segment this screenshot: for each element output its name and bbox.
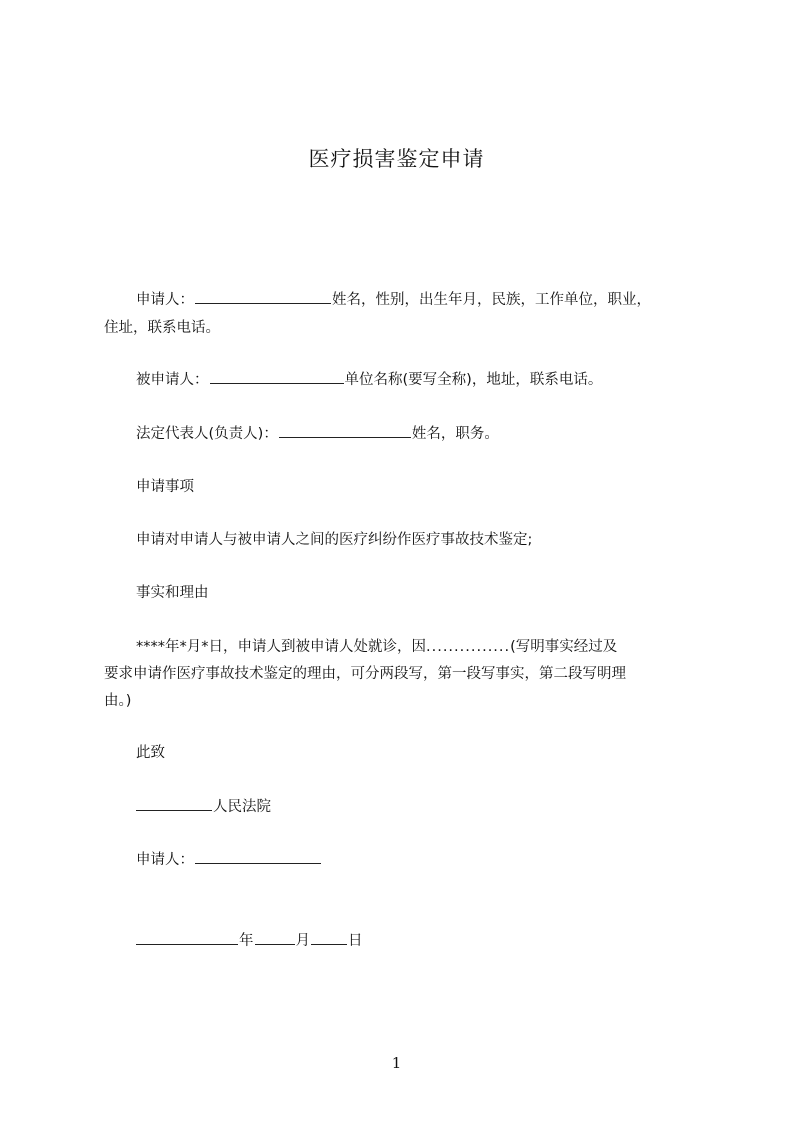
signature-line [104,847,736,874]
legal-rep-blank[interactable] [279,436,411,438]
facts-line1 [104,634,736,661]
date-year-label: 年 [239,933,254,949]
request-text: 申请对申请人与被申请人之间的医疗纠纷作医疗事故技术鉴定; [136,532,533,548]
facts-ellipsis: ............... [426,639,511,655]
day-blank[interactable] [311,943,347,945]
legal-rep-hint: 姓名，职务。 [411,426,499,442]
court-suffix: 人民法院 [213,799,271,815]
applicant-line [104,287,736,314]
date-day-label: 日 [348,933,363,949]
facts-line1-tail: (写明事实经过及 [510,639,618,655]
applicant-blank[interactable] [195,302,331,304]
respondent-blank[interactable] [210,382,344,384]
respondent-hint: 单位名称(要写全称)，地址，联系电话。 [344,372,603,388]
applicant-label: 申请人： [136,292,194,308]
applicant-hint-line1: 姓名，性别，出生年月，民族，工作单位，职业， [332,292,651,308]
respondent-line [104,367,736,394]
signature-blank[interactable] [195,862,321,864]
month-blank[interactable] [255,943,295,945]
facts-line1-text: ****年*月*日，申请人到被申请人处就诊，因 [136,639,426,655]
date-line [104,928,736,955]
facts-heading: 事实和理由 [136,585,209,601]
request-heading: 申请事项 [136,479,194,495]
page-number: 1 [391,1054,402,1072]
respondent-label: 被申请人： [136,372,209,388]
facts-line3: 由。) [104,693,132,709]
applicant-hint-line2: 住址，联系电话。 [104,320,220,336]
court-line [104,794,736,821]
document-title: 医疗损害鉴定申请 [308,147,485,171]
date-month-label: 月 [295,933,310,949]
court-blank[interactable] [136,809,212,811]
year-blank[interactable] [136,943,238,945]
facts-line2: 要求申请作医疗事故技术鉴定的理由，可分两段写，第一段写事实，第二段写明理 [104,666,626,682]
legal-rep-label: 法定代表人(负责人)： [136,426,278,442]
signature-label: 申请人： [136,852,194,868]
closing-text: 此致 [136,745,165,761]
legal-rep-line [104,421,736,448]
